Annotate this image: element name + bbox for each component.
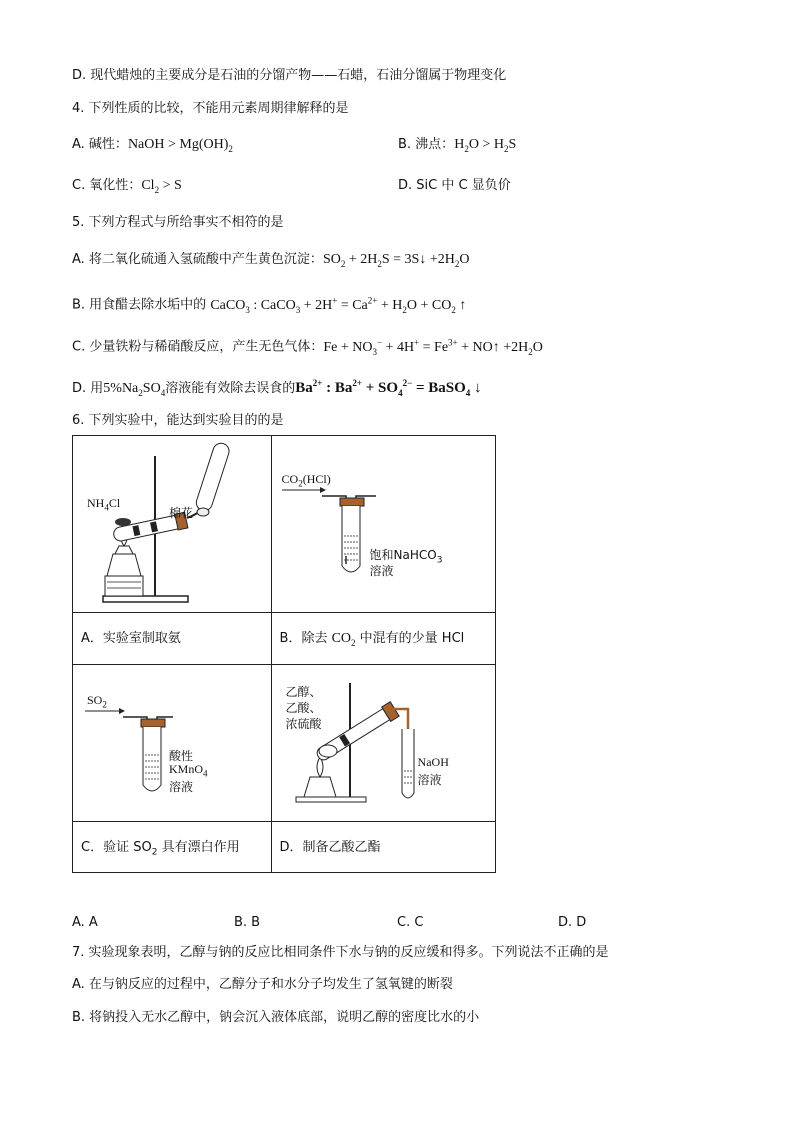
q4-option-d: D. SiC 中 C 显负价 [398,178,511,193]
q7-stem: 7. 实验现象表明，乙醇与钠的反应比相同条件下水与钠的反应缓和得多。下列说法不正确的是 [72,945,609,960]
q5-option-c: C. 少量铁粉与稀硝酸反应，产生无色气体：$Fe + NO_3^- + 4H^+ = Fe^{3+}$ + NO↑ $+2H_2O$ [72,337,543,357]
so2-gas-label: $SO_2$ [87,693,107,710]
q5-option-a: A. 将二氧化硫通入氢硫酸中产生黄色沉淀：$SO_2 + 2H_2S$ = 3S↓ $+2H_2O$ [72,252,470,269]
q5-option-b: B. 用食醋去除水垢中的 CaCO$_3$ : CaCO$_3$ + $2H^+ = Ca^{2+} + H_2O + CO_2$ ↑ [72,295,467,315]
q7-option-a: A. 在与钠反应的过程中，乙醇分子和水分子均发生了氢氧键的断裂 [72,977,453,992]
q6-answer-d[interactable]: D. D [558,915,587,930]
q5-stem: 5. 下列方程式与所给事实不相符的是 [72,215,284,230]
solution-label-b: 溶液 [369,564,394,578]
ethanol-label: 乙醇、 [285,685,322,699]
cell-b-caption: B．除去 $CO_2$ 中混有的少量 HCl [271,613,495,665]
q6-answer-a[interactable]: A. A [72,915,98,930]
naoh-label: NaOH [417,755,449,769]
q4-option-b: B. 沸点：$H_2O > H_2S$ [398,137,517,154]
q4-stem: 4. 下列性质的比较，不能用元素周期律解释的是 [72,101,349,116]
nahco3-wash-drawing [272,436,496,613]
q6-answer-b[interactable]: B. B [234,915,261,930]
cell-a-figure [73,436,272,613]
kmno4-test-drawing [73,665,271,822]
cell-c-figure [73,665,272,822]
cell-d-caption: D．制备乙酸乙酯 [271,822,495,873]
cotton-label: 棉花 [169,506,194,520]
q4-a-formula: NaOH > $Mg(OH)_2$ [127,137,233,154]
q4-a-label: A. 碱性： [72,137,128,152]
solution-label-c: 溶液 [169,780,194,794]
q7-option-b: B. 将钠投入无水乙醇中，钠会沉入液体底部，说明乙醇的密度比水的小 [72,1010,480,1025]
gas-co2-hcl-label: $CO_2(HCl)$ [281,472,331,489]
cell-c-caption: C．验证 $SO_2$ 具有漂白作用 [73,822,272,873]
nh4cl-label: $NH_4Cl$ [87,496,121,513]
kmno4-label: KMnO$_4$ [169,762,208,779]
q6-stem: 6. 下列实验中，能达到实验目的的是 [72,413,284,428]
q4-option-c: C. 氧化性：$Cl_2 > S$ [72,178,182,195]
acetic-acid-label: 乙酸、 [285,701,322,715]
cell-b-figure [271,436,495,613]
cell-a-caption: A．实验室制取氨 [73,613,272,665]
experiment-table [72,435,496,873]
solution-label-d: 溶液 [417,773,442,787]
acidic-label: 酸性 [169,749,194,763]
q4-option-a [72,135,233,159]
q6-answer-c[interactable]: C. C [397,915,424,930]
sulfuric-acid-label: 浓硫酸 [285,717,322,731]
q5-option-d: D. 用$5\%Na_2SO_4$溶液能有效除去误食的$Ba^{2+}$ : $Ba^{2+} + SO_4^{2-}$ = BaSO$_4$ ↓ [72,378,482,398]
cell-d-figure [271,665,495,822]
ammonia-apparatus-drawing [73,436,271,613]
option-d-candle: D. 现代蜡烛的主要成分是石油的分馏产物——石蜡，石油分馏属于物理变化 [72,68,507,83]
nahco3-label: 饱和NaHCO$_3$ [369,548,443,566]
